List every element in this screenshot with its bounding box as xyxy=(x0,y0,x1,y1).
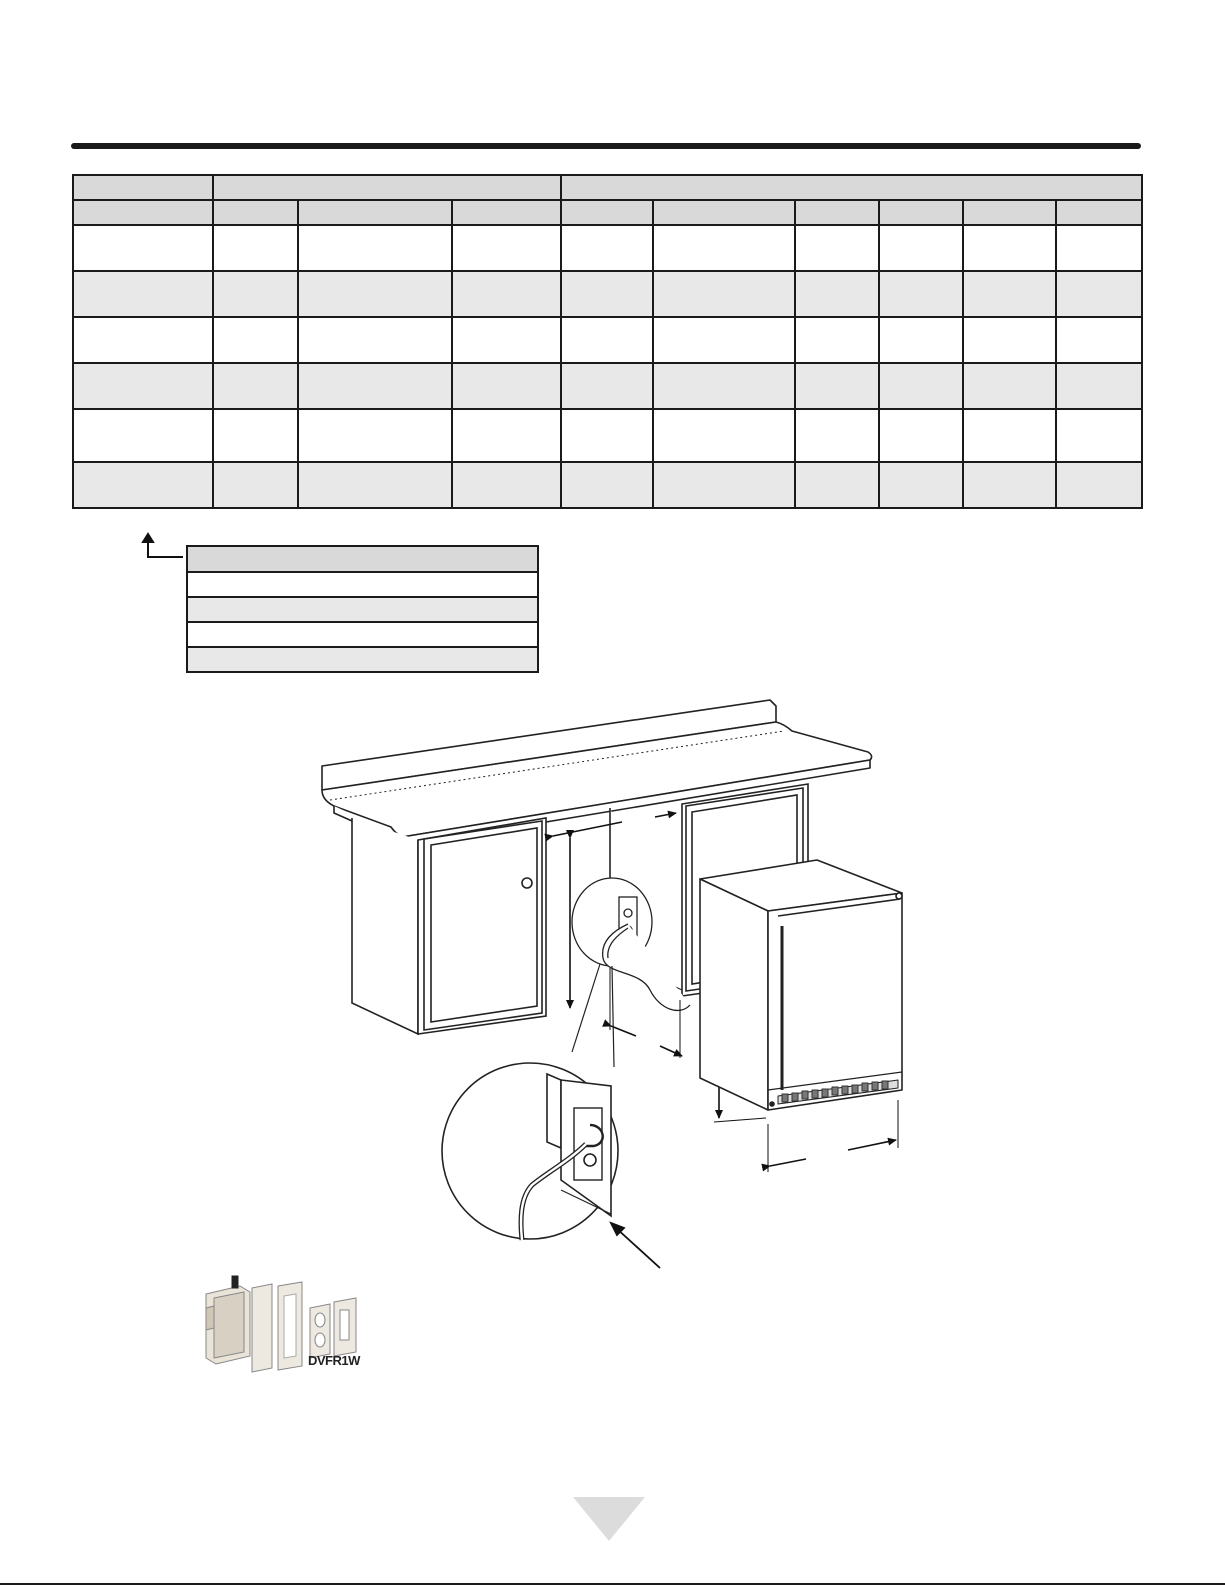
refrigerator xyxy=(700,860,902,1110)
pointer-arrow-icon xyxy=(611,1223,660,1268)
product-label: DVFR1W xyxy=(308,1353,360,1368)
callout-leader xyxy=(572,964,614,1067)
down-triangle-icon[interactable] xyxy=(573,1497,645,1541)
outlet-detail-circle xyxy=(572,878,690,1010)
up-arrow-icon xyxy=(143,534,183,557)
magnified-outlet-detail xyxy=(442,1063,618,1240)
